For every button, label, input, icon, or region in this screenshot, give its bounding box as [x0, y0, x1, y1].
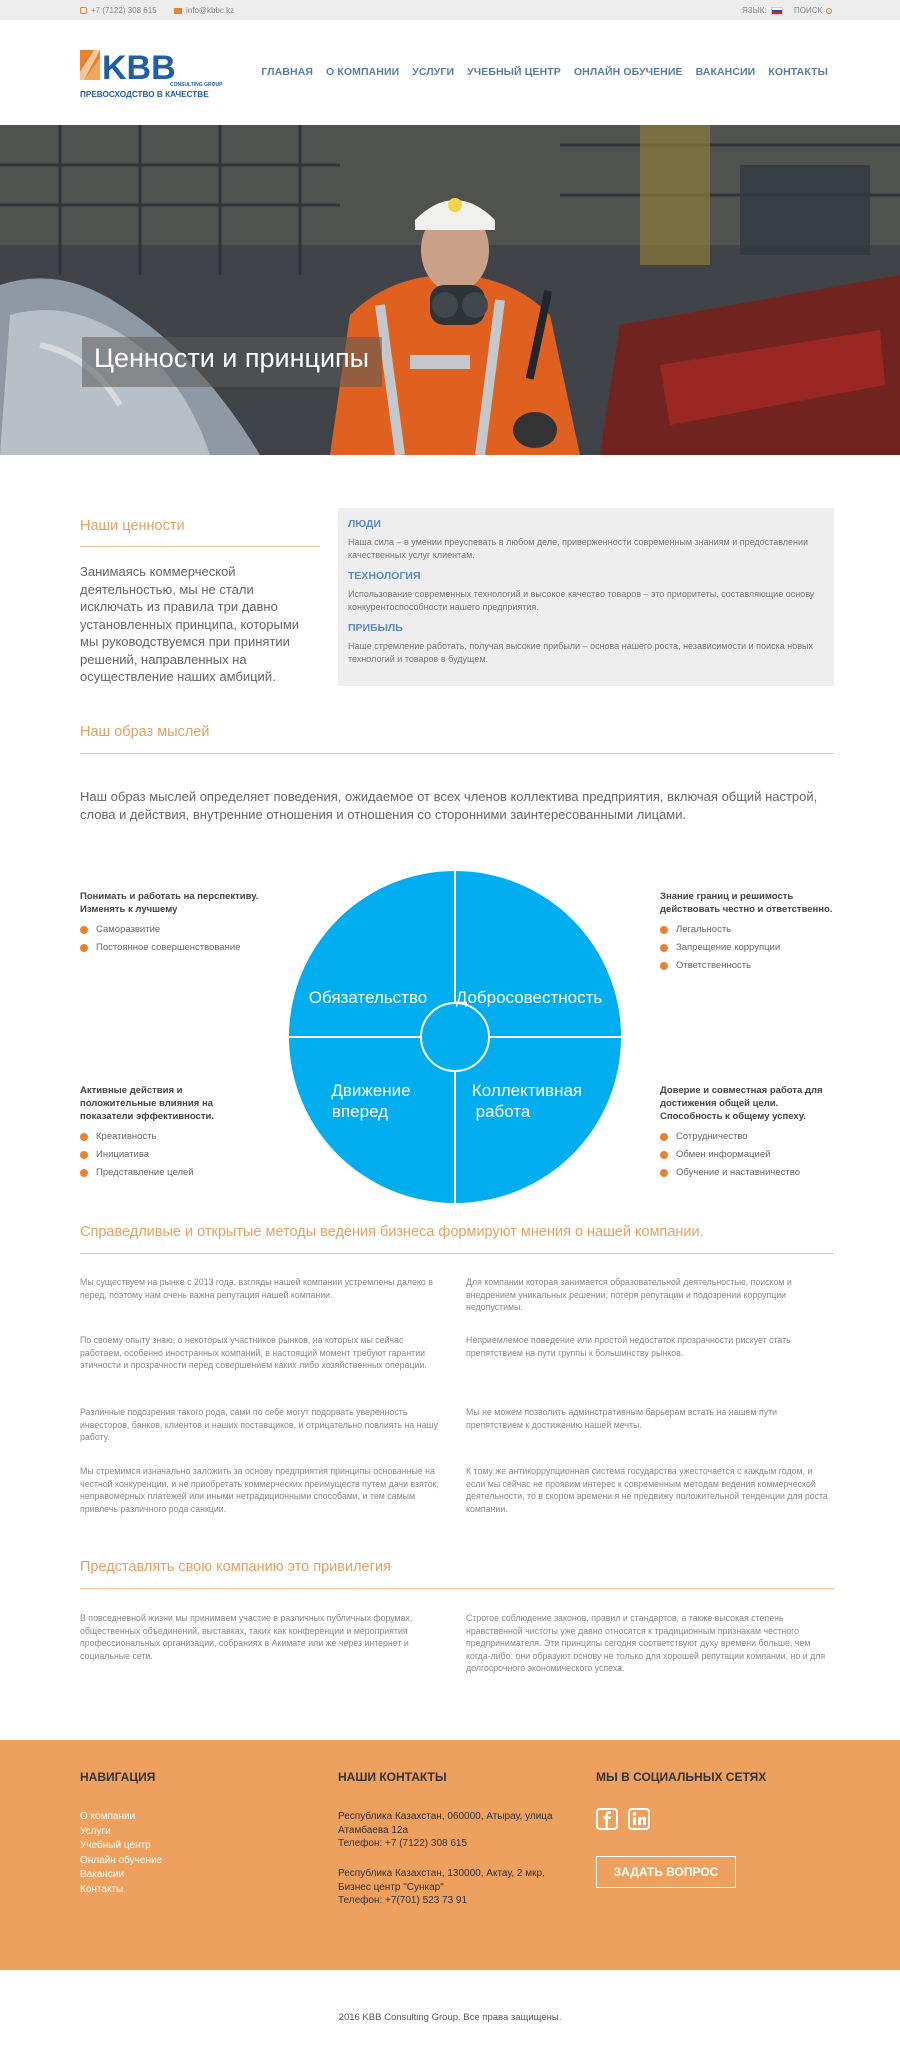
list-item-label: Запрещение коррупции — [676, 942, 781, 953]
fair-right-paragraph-3: Мы не можем позволить админстративным барьерам встать на нашем пути препятствием к достижению нашей мечты. — [466, 1407, 778, 1430]
quadrant-moving-forward-line2: вперед — [331, 1102, 389, 1121]
top-bar — [0, 0, 900, 20]
principle-profit-text: Наше стремление работать, получая высокие прибыли – основа нашего роста, независимости и поиска новых технологий и товаров в будущем. — [348, 641, 813, 664]
values-circle-diagram — [288, 870, 622, 1204]
mail-icon — [174, 8, 182, 14]
footer-link-about[interactable]: О компании — [80, 1811, 136, 1822]
group-bottom-left-head: Активные действия и положительные влияния на показатели эффективности. — [80, 1085, 214, 1122]
list-item — [80, 1167, 260, 1178]
principle-profit-title: ПРИБЫЛЬ — [348, 622, 403, 634]
bullet-icon — [80, 1169, 88, 1177]
list-item — [660, 1131, 840, 1142]
privilege-right-paragraph: Строгое соблюдение законов, правил и стандартов, а также высокая степень нравственной чистоты уже давно относятся к традиционным признакам честного предпринимателя. Эти принципы сегодня соответствуют духу времени больше, чем когда-либо, они образуют основу не только для хорошей репутации компании, но и для долгосрочного экономического успеха. — [466, 1613, 826, 1673]
privilege-title: Представлять свою компанию это привилегия — [80, 1559, 391, 1575]
fair-right-paragraph-1: Для компании которая занимается образовательной деятельностью, поиском и внедрением уникальных решении, потеря репутации и подозрении коррупции недопустимы. — [466, 1277, 792, 1312]
values-title: Наши ценности — [80, 518, 185, 534]
topbar-phone-text: +7 (7122) 308 615 — [91, 6, 157, 15]
list-item-label: Обучение и наставничество — [676, 1167, 800, 1178]
privilege-divider — [80, 1588, 834, 1589]
nav-home[interactable]: ГЛАВНАЯ — [261, 66, 314, 78]
hero-worker-image — [0, 125, 900, 455]
contact-address: Республика Казахстан, 130000, Актау, 2 мкр, Бизнес центр "Сункар" — [338, 1868, 545, 1893]
topbar-email-text: info@kbbc.kz — [186, 6, 235, 15]
linkedin-icon[interactable] — [628, 1808, 650, 1830]
kbb-logo[interactable] — [80, 46, 224, 102]
group-bottom-left — [80, 1084, 260, 1185]
topbar-email[interactable] — [174, 6, 234, 15]
list-item — [80, 1131, 260, 1142]
footer-contact-aktau — [338, 1867, 558, 1908]
bullet-icon — [660, 1151, 668, 1159]
topbar-phone[interactable] — [80, 6, 157, 15]
logo-sub: CONSULTING GROUP — [170, 82, 223, 88]
list-item — [660, 1149, 840, 1160]
mindset-title: Наш образ мыслей — [80, 724, 210, 740]
quadrant-integrity: Добросовестность — [455, 988, 603, 1007]
copyright: 2016 KBB Consulting Group. Все права защищены. — [338, 2012, 562, 2023]
list-item — [80, 924, 260, 935]
privilege-left-paragraph: В повседневной жизни мы принимаем участие в различных публичных форумах, общественных объединений, выставках, таких как конференции и мероприятия профессиональных организации, собраниях в Акимате или же через интернет и социальные сети. — [80, 1613, 413, 1661]
group-top-right — [660, 890, 840, 978]
bullet-icon — [660, 1169, 668, 1177]
bullet-icon — [80, 1133, 88, 1141]
group-bottom-right-head: Доверие и совместная работа для достижения общей цели. Способность к общему успеху. — [660, 1085, 823, 1122]
list-item-label: Креативность — [96, 1131, 157, 1142]
list-item — [80, 942, 260, 953]
bullet-icon — [660, 926, 668, 934]
list-item-label: Обмен информацией — [676, 1149, 771, 1160]
bullet-icon — [660, 1133, 668, 1141]
list-item — [660, 924, 840, 935]
list-item — [660, 942, 840, 953]
list-item — [660, 1167, 840, 1178]
nav-online-learning[interactable]: ОНЛАЙН ОБУЧЕНИЕ — [573, 66, 683, 78]
fair-left-paragraph-2: По своему опыту знаю, о некоторых участников рынков, на которых мы сейчас работаем, особенно иностранных компаний, в настоящий момент требуют гарантии этичности и прозрачности перед совершением каких либо хозяйственных операции. — [80, 1335, 427, 1370]
language-label: ЯЗЫК: — [742, 6, 767, 15]
bullet-icon — [660, 962, 668, 970]
header — [0, 20, 900, 125]
nav-about[interactable]: О КОМПАНИИ — [326, 66, 400, 78]
footer-link-online-learning[interactable]: Онлайн обучение — [80, 1854, 163, 1866]
list-item-label: Представление целей — [96, 1167, 194, 1178]
nav-training-center[interactable]: УЧЕБНЫЙ ЦЕНТР — [467, 66, 561, 78]
fair-business-divider — [80, 1253, 834, 1254]
contact-address: Республика Казахстан, 060000, Атырау, улица Атамбаева 12а — [338, 1811, 553, 1836]
hero-title: Ценности и принципы — [94, 343, 370, 373]
language-switch[interactable] — [742, 6, 783, 15]
list-item-label: Инициатива — [96, 1149, 150, 1160]
russian-flag-icon[interactable] — [771, 7, 783, 15]
fair-right-paragraph-4: К тому же антикоррупционная система государства ужесточается с каждым годом, и если мы сейчас не проявим интерес к современным методам ведения коммерческой деятельности, то в скором времени я не предвижу положительной тенденции для роста компании. — [466, 1466, 828, 1514]
mindset-divider — [80, 753, 834, 754]
ask-question-button[interactable]: ЗАДАТЬ ВОПРОС — [596, 1856, 736, 1888]
list-item — [660, 960, 840, 971]
bullet-icon — [80, 926, 88, 934]
bullet-icon — [80, 944, 88, 952]
facebook-icon[interactable] — [596, 1808, 618, 1830]
fair-right-paragraph-2: Неприемлемое поведение или простой недостаток прозрачности рискует стать препятствием на пути группы к большинству рынков. — [466, 1335, 791, 1358]
principle-technology-text: Использование современных технологий и высокое качество товаров – это приоритеты, составляющие основу конкурентоспособности нашего предприятия. — [348, 589, 815, 612]
list-item-label: Ответственность — [676, 960, 752, 971]
bullet-icon — [80, 1151, 88, 1159]
quadrant-commitment: Обязательство — [308, 988, 428, 1007]
footer-link-services[interactable]: Услуги — [80, 1825, 111, 1837]
search-link[interactable] — [794, 6, 832, 15]
bullet-icon — [660, 944, 668, 952]
principles-box — [338, 508, 834, 686]
footer-link-contacts[interactable]: Контакты — [80, 1883, 124, 1895]
footer-link-training-center[interactable]: Учебный центр — [80, 1840, 151, 1851]
fair-left-paragraph-4: Мы стремимся изначально заложить за основу предприятия принципы основанные на честной конкуренции, и не приобретать коммерческих преимуществ путем дачи взяток, неправомерных платежей или иными нетрадиционными способами, и тем самым привлечь различного рода санкции. — [80, 1466, 439, 1514]
principle-people-text: Наша сила – в умении преуспевать в любом деле, приверженности современным знаниям и предоставлении качественных услуг клиентам. — [348, 537, 809, 560]
fair-left-paragraph-3: Различные подозрения такого рода, сами по себе могут подорвать уверенность инвесторов, банков, клиентов и наших поставщиков, и отрицательно повлиять на нашу работу. — [80, 1407, 438, 1442]
group-bottom-right — [660, 1084, 840, 1185]
group-top-left — [80, 890, 260, 960]
logo-brand: KBB — [102, 49, 176, 87]
nav-vacancies[interactable]: ВАКАНСИИ — [695, 66, 756, 78]
mindset-text: Наш образ мыслей определяет поведения, ожидаемое от всех членов коллектива предприятия, включая общий настрой, слова и действия, внутренние отношения и отношения со сторонними заинтересованными лицами. — [80, 789, 818, 822]
values-divider — [80, 546, 320, 547]
footer-link-vacancies[interactable]: Вакансии — [80, 1869, 125, 1880]
phone-icon — [80, 7, 87, 14]
footer-nav-heading: НАВИГАЦИЯ — [80, 1770, 156, 1784]
nav-contacts[interactable]: КОНТАКТЫ — [768, 66, 828, 78]
footer-contacts-heading: НАШИ КОНТАКТЫ — [338, 1770, 447, 1784]
list-item-label: Постоянное совершенствование — [96, 942, 241, 953]
footer — [0, 1740, 900, 1970]
footer-nav — [80, 1810, 162, 1897]
search-icon[interactable] — [826, 8, 832, 14]
group-top-right-head: Знание границ и решимость действовать честно и ответственно. — [660, 891, 833, 915]
quadrant-teamwork-line1: Коллективная — [471, 1081, 583, 1100]
list-item — [80, 1149, 260, 1160]
fair-left-paragraph-1: Мы существуем на рынке с 2013 года, взгляды нашей компании устремлены далеко в перед, поэтому нам очень важна репутация нашей компании. — [80, 1277, 433, 1300]
contact-phone[interactable]: Телефон: +7 (7122) 308 615 — [338, 1838, 468, 1849]
quadrant-moving-forward-line1: Движение — [331, 1081, 411, 1100]
values-text: Занимаясь коммерческой деятельностью, мы не стали исключать из правила три давно установленных принципа, которыми мы руководствуемся при принятии решений, направленных на осуществление наших амбиций. — [80, 564, 300, 684]
logo-tagline: ПРЕВОСХОДСТВО В КАЧЕСТВЕ — [80, 90, 209, 99]
list-item-label: Саморазвитие — [96, 924, 161, 935]
main-nav — [261, 66, 828, 78]
contact-phone[interactable]: Телефон: +7(701) 523 73 91 — [338, 1895, 468, 1906]
footer-social-heading: МЫ В СОЦИАЛЬНЫХ СЕТЯХ — [596, 1770, 767, 1784]
quadrant-teamwork-line2: работа — [475, 1102, 531, 1121]
principle-technology-title: ТЕХНОЛОГИЯ — [348, 570, 421, 582]
footer-contact-atyrau — [338, 1810, 558, 1851]
circle-center — [421, 1003, 489, 1071]
list-item-label: Сотрудничество — [676, 1131, 748, 1142]
fair-business-title: Справедливые и открытые методы ведения бизнеса формируют мнения о нашей компании. — [80, 1224, 704, 1240]
nav-services[interactable]: УСЛУГИ — [412, 66, 455, 78]
list-item-label: Легальность — [676, 924, 732, 935]
search-label: ПОИСК — [794, 6, 823, 15]
hero-banner — [0, 125, 900, 455]
principle-people-title: ЛЮДИ — [348, 518, 381, 530]
group-top-left-head: Понимать и работать на перспективу. Изменять к лучшему — [80, 891, 259, 915]
